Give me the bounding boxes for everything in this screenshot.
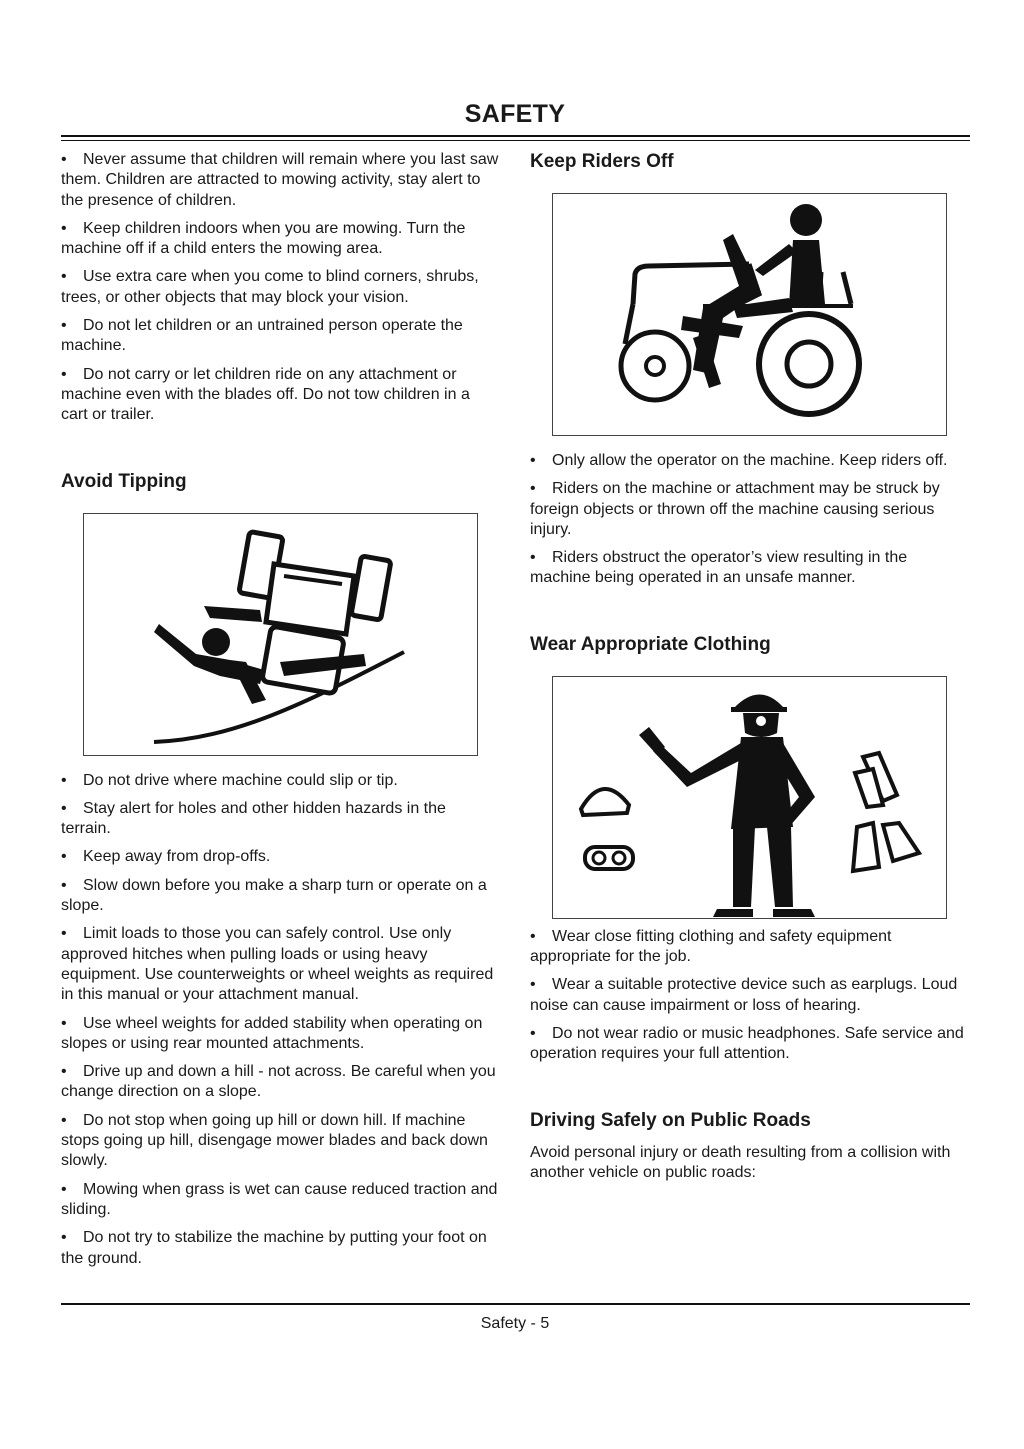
bullet-mark: • bbox=[61, 1180, 67, 1198]
riders-safety-list bbox=[530, 451, 970, 589]
list-item: • Stay alert for holes and other hidden hazards in the terrain. bbox=[61, 799, 446, 838]
public-roads-paragraph: Avoid personal injury or death resulting from a collision with another vehicle on public roads: bbox=[530, 1143, 951, 1181]
bullet-mark: • bbox=[61, 317, 67, 335]
list-item: • Wear close fitting clothing and safety equipment appropriate for the job. bbox=[530, 927, 892, 966]
bullet-mark: • bbox=[61, 151, 67, 168]
bullet-mark: • bbox=[61, 1229, 67, 1247]
list-item: • Do not try to stabilize the machine by putting your foot on the ground. bbox=[61, 1229, 487, 1267]
protective-gear-icon bbox=[553, 677, 946, 918]
left-column bbox=[61, 150, 499, 1277]
bullet-mark: • bbox=[61, 848, 67, 866]
children-safety-list bbox=[61, 150, 499, 426]
rider-on-tractor-icon bbox=[553, 194, 946, 435]
list-item: • Never assume that children will remain where you last saw them. Children are attracted to mowing activity, stay alert to the presence of children. bbox=[61, 151, 499, 209]
list-item: • Do not drive where machine could slip or tip. bbox=[61, 771, 499, 791]
list-item: • Do not wear radio or music headphones. Safe service and operation requires your full attention. bbox=[530, 1024, 964, 1063]
tipping-tractor-icon bbox=[84, 514, 477, 755]
bullet-mark: • bbox=[61, 771, 67, 789]
riders-illustration bbox=[552, 193, 947, 436]
clothing-illustration bbox=[552, 676, 947, 919]
page-number: Safety - 5 bbox=[480, 1315, 550, 1332]
bullet-mark: • bbox=[61, 876, 67, 894]
bullet-mark: • bbox=[61, 365, 67, 383]
list-item: • Slow down before you make a sharp turn or operate on a slope. bbox=[61, 876, 487, 915]
section-heading-driving-safely-on-public-roads: Driving Safely on Public Roads bbox=[530, 1109, 811, 1131]
bullet-mark: • bbox=[61, 1014, 67, 1032]
bullet-mark: • bbox=[530, 976, 536, 994]
bullet-mark: • bbox=[530, 452, 536, 469]
tipping-illustration bbox=[83, 513, 478, 756]
section-heading-avoid-tipping: Avoid Tipping bbox=[61, 470, 187, 492]
bullet-mark: • bbox=[61, 799, 67, 817]
footer-rule bbox=[61, 1303, 970, 1305]
bullet-mark: • bbox=[61, 1111, 67, 1129]
list-item: • Do not carry or let children ride on any attachment or machine even with the blades off. Do not tow children in a cart or trailer. bbox=[61, 365, 470, 424]
list-item: • Keep away from drop-offs. bbox=[61, 847, 499, 867]
list-item: • Drive up and down a hill - not across. Be careful when you change direction on a slope. bbox=[61, 1063, 496, 1101]
page-title: SAFETY bbox=[464, 100, 566, 128]
bullet-mark: • bbox=[530, 549, 536, 567]
bullet-mark: • bbox=[61, 268, 67, 286]
list-item: • Do not let children or an untrained person operate the machine. bbox=[61, 317, 463, 355]
section-heading-keep-riders-off: Keep Riders Off bbox=[530, 151, 674, 172]
header-rule bbox=[61, 135, 970, 137]
bullet-mark: • bbox=[61, 1063, 67, 1081]
list-item: • Only allow the operator on the machine. Keep riders off. bbox=[530, 451, 970, 471]
list-item: • Limit loads to those you can safely control. Use only approved hitches when pulling loads or using heavy equipment. Use counterweights or wheel weights as required in this manual or your attachment manual. bbox=[61, 925, 494, 1004]
bullet-mark: • bbox=[530, 1024, 536, 1042]
list-item: • Use extra care when you come to blind corners, shrubs, trees, or other objects that may block your vision. bbox=[61, 268, 479, 306]
bullet-mark: • bbox=[61, 219, 67, 237]
list-item: • Keep children indoors when you are mowing. Turn the machine off if a child enters the mowing area. bbox=[61, 219, 466, 258]
header-rule-thin bbox=[61, 140, 970, 141]
right-column bbox=[530, 150, 970, 1183]
list-item: • Do not stop when going up hill or down hill. If machine stops going up hill, disengage mower blades and back down slowly. bbox=[61, 1111, 488, 1170]
bullet-mark: • bbox=[530, 927, 536, 945]
tipping-safety-list bbox=[61, 771, 499, 1269]
bullet-mark: • bbox=[61, 925, 67, 943]
clothing-safety-list bbox=[530, 927, 970, 1065]
list-item: • Mowing when grass is wet can cause reduced traction and sliding. bbox=[61, 1180, 498, 1218]
list-item: • Use wheel weights for added stability when operating on slopes or using rear mounted attachments. bbox=[61, 1014, 483, 1052]
section-heading-wear-appropriate-clothing: Wear Appropriate Clothing bbox=[530, 633, 771, 655]
list-item: • Wear a suitable protective device such as earplugs. Loud noise can cause impairment or loss of hearing. bbox=[530, 976, 958, 1014]
list-item: • Riders obstruct the operator’s view resulting in the machine being operated in an unsafe manner. bbox=[530, 549, 908, 587]
bullet-mark: • bbox=[530, 480, 536, 498]
list-item: • Riders on the machine or attachment may be struck by foreign objects or thrown off the machine causing serious injury. bbox=[530, 480, 940, 538]
